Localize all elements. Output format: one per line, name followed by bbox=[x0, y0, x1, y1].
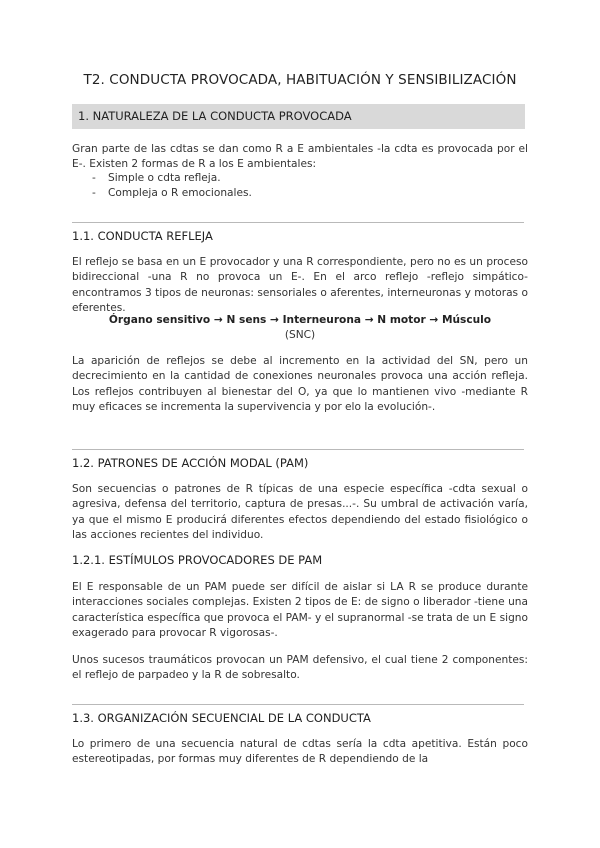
section-divider bbox=[72, 222, 524, 223]
section-1-3-heading: 1.3. ORGANIZACIÓN SECUENCIAL DE LA CONDUCTA bbox=[72, 711, 371, 725]
section-1-3-paragraph: Lo primero de una secuencia natural de cdtas sería la cdta apetitiva. Están poco estereotipadas, por formas muy diferentes de R dependiendo de la bbox=[72, 738, 528, 766]
section-1-2-1-heading: 1.2.1. ESTÍMULOS PROVOCADORES DE PAM bbox=[72, 553, 323, 567]
section-divider bbox=[72, 704, 524, 705]
section-1-1-heading: 1.1. CONDUCTA REFLEJA bbox=[72, 229, 213, 243]
section-1-2-paragraph: Son secuencias o patrones de R típicas de una especie específica -cdta sexual o agresiva, defensa del territorio, captura de presas...-. Su umbral de activación varía, ya que el mismo E producirá diferentes efectos dependiendo del estado fisiológico o las acciones recientes del individuo. bbox=[72, 483, 528, 541]
section-1-2-heading: 1.2. PATRONES DE ACCIÓN MODAL (PAM) bbox=[72, 456, 309, 470]
list-item: - Simple o cdta refleja. bbox=[92, 172, 221, 184]
section-1-paragraph: Gran parte de las cdtas se dan como R a E ambientales -la cdta es provocada por el E-. Existen 2 formas de R a los E ambientales: bbox=[72, 143, 528, 171]
section-1-2-1-paragraph-2: Unos sucesos traumáticos provocan un PAM defensivo, el cual tiene 2 componentes: el reflejo de parpadeo y la R de sobresalto. bbox=[72, 654, 528, 682]
section-1-heading: 1. NATURALEZA DE LA CONDUCTA PROVOCADA bbox=[72, 104, 525, 129]
section-divider bbox=[72, 449, 524, 450]
list-item-text: Compleja o R emocionales. bbox=[108, 187, 252, 199]
document-title: T2. CONDUCTA PROVOCADA, HABITUACIÓN Y SENSIBILIZACIÓN bbox=[83, 72, 517, 88]
section-1-1-paragraph-2: La aparición de reflejos se debe al incremento en la actividad del SN, pero un decrecimiento en la cantidad de conexiones neuronales provoca una acción refleja. Los reflejos contribuyen al bienestar del O, ya que lo mantienen vivo -mediante R muy eficaces se incrementa la supervivencia y por elo la evolución-. bbox=[72, 355, 528, 413]
list-item-text: Simple o cdta refleja. bbox=[108, 172, 221, 184]
reflex-arc-diagram-text: Órgano sensitivo → N sens → Interneurona → N motor → Músculo bbox=[108, 314, 492, 326]
section-1-1-paragraph-1: El reflejo se basa en un E provocador y una R correspondiente, pero no es un proceso bidireccional -una R no provoca un E-. En el arco reflejo -reflejo simpático- encontramos 3 tipos de neuronas: sensoriales o aferentes, interneuronas y motoras o eferentes. bbox=[72, 256, 528, 314]
section-1-2-1-paragraph-1: El E responsable de un PAM puede ser difícil de aislar si LA R se produce durante interacciones sociales complejas. Existen 2 tipos de E: de signo o liberador -tiene una característica específica que provoca el PAM- y el supranormal -se trata de un E signo exagerado para provocar R vigorosas-. bbox=[72, 581, 528, 639]
reflex-arc-note: (SNC) bbox=[284, 329, 316, 341]
list-item: - Compleja o R emocionales. bbox=[92, 187, 252, 199]
